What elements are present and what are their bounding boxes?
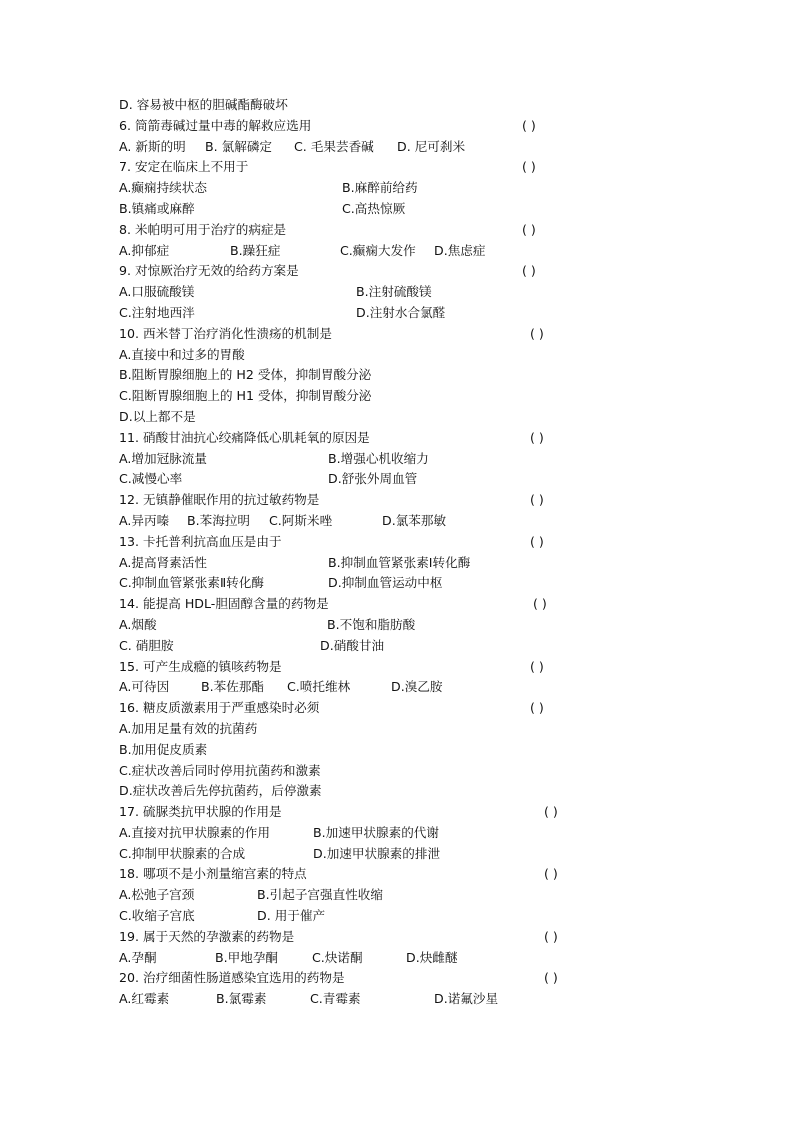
option-line (119, 906, 589, 927)
option-text: B.苯海拉明 (187, 512, 251, 528)
option-text: D.以上都不是 (119, 408, 196, 424)
option-line (119, 553, 589, 574)
option-text: B.加速甲状腺素的代谢 (313, 824, 439, 840)
question-line (119, 428, 589, 449)
option-text: A.抑郁症 (119, 242, 170, 258)
question-text: 15. 可产生成瘾的镇咳药物是 (119, 658, 282, 674)
option-text: B.麻醉前给药 (342, 180, 418, 196)
option-text: D.硝酸甘油 (320, 637, 385, 653)
question-text: 7. 安定在临床上不用于 (119, 159, 249, 175)
option-text: D.诺氟沙星 (434, 991, 499, 1007)
option-text: C.抑制甲状腺素的合成 (119, 845, 246, 861)
question-text: 6. 筒箭毒碱过量中毒的解救应选用 (119, 117, 312, 133)
option-text: D.加速甲状腺素的排泄 (313, 845, 441, 861)
option-text: A.松弛子宫颈 (119, 887, 195, 903)
question-text: 13. 卡托普利抗高血压是由于 (119, 533, 282, 549)
option-line (119, 178, 589, 199)
option-text: A.癫痫持续状态 (119, 180, 207, 196)
option-text: D. 容易被中枢的胆碱酯酶破坏 (119, 97, 288, 112)
answer-bracket: ( ) (544, 804, 558, 820)
option-text: A.异丙嗪 (119, 512, 170, 528)
question-line (119, 864, 589, 885)
option-text: D.舒张外周血管 (328, 471, 418, 487)
question-line (119, 490, 589, 511)
option-line (119, 386, 589, 407)
option-text: A.可待因 (119, 679, 170, 695)
answer-bracket: ( ) (530, 658, 544, 674)
question-line (119, 532, 589, 553)
option-text: D.抑制血管运动中枢 (328, 575, 443, 591)
exam-page (119, 95, 589, 1010)
option-text: B.氯霉素 (216, 991, 267, 1007)
option-text: A.增加冠脉流量 (119, 450, 207, 466)
option-text: A.孕酮 (119, 949, 157, 965)
option-text: B.引起子宫强直性收缩 (257, 887, 383, 903)
option-line (119, 761, 589, 782)
option-line (119, 885, 589, 906)
option-text: A.红霉素 (119, 991, 170, 1007)
option-text: A.直接对抗甲状腺素的作用 (119, 824, 270, 840)
option-text: C.注射地西泮 (119, 304, 195, 320)
option-line (119, 823, 589, 844)
answer-bracket: ( ) (530, 700, 544, 716)
option-text: B.注射硫酸镁 (356, 284, 432, 300)
option-line (119, 469, 589, 490)
option-line (119, 573, 589, 594)
question-line (119, 220, 589, 241)
question-text: 18. 哪项不是小剂量缩宫素的特点 (119, 866, 307, 882)
question-text: 14. 能提高 HDL-胆固醇含量的药物是 (119, 596, 329, 612)
option-line (119, 948, 589, 969)
option-line (119, 137, 589, 158)
answer-bracket: ( ) (530, 429, 544, 445)
option-text: C.炔诺酮 (312, 949, 363, 965)
question-line (119, 324, 589, 345)
question-text: 8. 米帕明可用于治疗的病症是 (119, 221, 287, 237)
answer-bracket: ( ) (530, 533, 544, 549)
option-text: C.收缩子宫底 (119, 908, 195, 924)
question-text: 9. 对惊厥治疗无效的给药方案是 (119, 263, 299, 279)
option-text: D.症状改善后先停抗菌药，后停激素 (119, 783, 322, 799)
question-line (119, 968, 589, 989)
option-text: B.增强心机收缩力 (328, 450, 429, 466)
option-text: B.苯佐那酯 (201, 679, 265, 695)
option-text: A.直接中和过多的胃酸 (119, 346, 245, 362)
option-text: B. 氯解磷定 (205, 138, 273, 154)
option-text: A.烟酸 (119, 616, 157, 632)
option-line (119, 781, 589, 802)
option-text: C.症状改善后同时停用抗菌药和激素 (119, 762, 321, 778)
question-text: 12. 无镇静催眠作用的抗过敏药物是 (119, 492, 320, 508)
question-text: 20. 治疗细菌性肠道感染宜选用的药物是 (119, 970, 345, 986)
option-text: B.阻断胃腺细胞上的 H2 受体，抑制胃酸分泌 (119, 367, 372, 383)
question-line (119, 261, 589, 282)
option-line (119, 615, 589, 636)
option-text: C.抑制血管紧张素Ⅱ转化酶 (119, 575, 264, 591)
option-text: D.炔雌醚 (406, 949, 458, 965)
question-line (119, 657, 589, 678)
option-text: D.注射水合氯醛 (356, 304, 446, 320)
option-line (119, 677, 589, 698)
option-text: C.青霉素 (310, 991, 361, 1007)
answer-bracket: ( ) (544, 970, 558, 986)
option-text: C.阻断胃腺细胞上的 H1 受体，抑制胃酸分泌 (119, 388, 372, 404)
option-line (119, 241, 589, 262)
answer-bracket: ( ) (530, 492, 544, 508)
question-text: 17. 硫脲类抗甲状腺的作用是 (119, 804, 282, 820)
option-text: C.阿斯米唑 (269, 512, 333, 528)
option-line (119, 199, 589, 220)
question-line (119, 802, 589, 823)
option-text: C. 硝胆胺 (119, 637, 174, 653)
option-text: B.镇痛或麻醉 (119, 200, 195, 216)
option-line (119, 365, 589, 386)
option-text: D.焦虑症 (434, 242, 486, 258)
option-line (119, 449, 589, 470)
question-line (119, 698, 589, 719)
option-line (119, 345, 589, 366)
answer-bracket: ( ) (544, 866, 558, 882)
question-line (119, 116, 589, 137)
option-text: D.溴乙胺 (391, 679, 443, 695)
option-line (119, 636, 589, 657)
option-line (119, 511, 589, 532)
option-line (119, 844, 589, 865)
option-text: C. 毛果芸香碱 (294, 138, 374, 154)
option-text: B.加用促皮质素 (119, 741, 208, 757)
option-text: B.抑制血管紧张素Ⅰ转化酶 (328, 554, 471, 570)
answer-bracket: ( ) (530, 325, 544, 341)
answer-bracket: ( ) (544, 928, 558, 944)
option-text: C.喷托维林 (287, 679, 351, 695)
option-line (119, 989, 589, 1010)
option-line (119, 740, 589, 761)
option-text: C.减慢心率 (119, 471, 183, 487)
answer-bracket: ( ) (522, 159, 536, 175)
option-text: D. 尼可刹米 (397, 138, 466, 154)
option-line (119, 719, 589, 740)
question-line (119, 157, 589, 178)
option-text: A.口服硫酸镁 (119, 284, 195, 300)
question-line (119, 927, 589, 948)
option-text: A.提高肾素活性 (119, 554, 207, 570)
option-text: D.氯苯那敏 (382, 512, 447, 528)
question-line (119, 594, 589, 615)
question-text: 16. 糖皮质激素用于严重感染时必须 (119, 700, 320, 716)
question-text: 19. 属于天然的孕激素的药物是 (119, 928, 295, 944)
option-line (119, 407, 589, 428)
option-line (119, 282, 589, 303)
answer-bracket: ( ) (522, 221, 536, 237)
answer-bracket: ( ) (522, 117, 536, 133)
option-text: B.不饱和脂肪酸 (327, 616, 416, 632)
answer-bracket: ( ) (522, 263, 536, 279)
option-text: A. 新斯的明 (119, 138, 186, 154)
option-line (119, 95, 589, 116)
option-line (119, 303, 589, 324)
option-text: B.躁狂症 (230, 242, 281, 258)
option-text: B.甲地孕酮 (215, 949, 279, 965)
option-text: A.加用足量有效的抗菌药 (119, 720, 258, 736)
question-text: 11. 硝酸甘油抗心绞痛降低心肌耗氧的原因是 (119, 429, 370, 445)
answer-bracket: ( ) (533, 596, 547, 612)
option-text: C.高热惊厥 (342, 200, 406, 216)
option-text: C.癫痫大发作 (340, 242, 416, 258)
question-text: 10. 西米替丁治疗消化性溃疡的机制是 (119, 325, 332, 341)
option-text: D. 用于催产 (257, 908, 326, 924)
